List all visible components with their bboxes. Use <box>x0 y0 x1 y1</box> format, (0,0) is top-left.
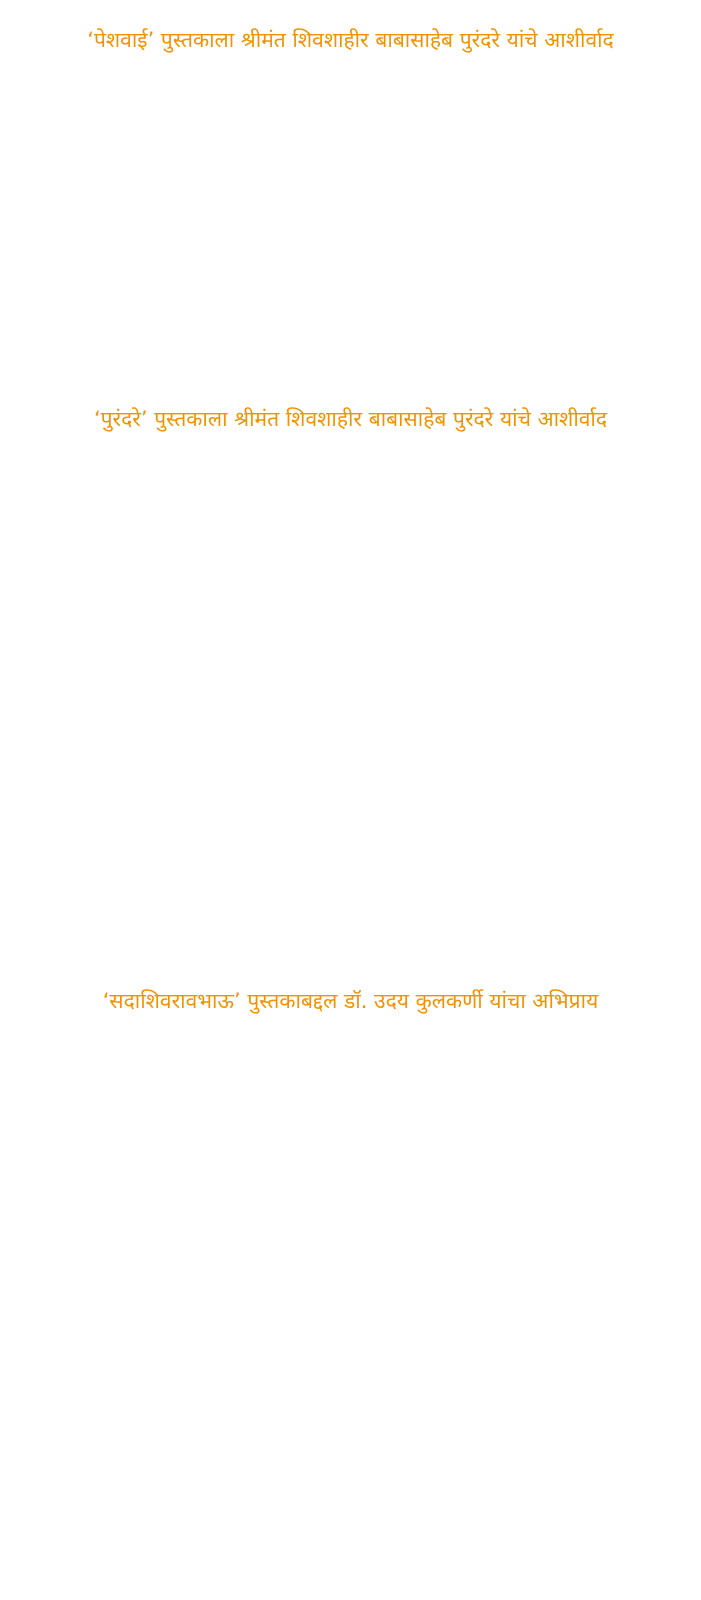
video-embed-peshwai[interactable] <box>0 62 701 392</box>
section-heading-peshwai: ‘पेशवाई’ पुस्तकाला श्रीमंत शिवशाहीर बाबासाहेब पुरंदरे यांचे आशीर्वाद <box>87 28 614 52</box>
section-heading-purandare: ‘पुरंदरे’ पुस्तकाला श्रीमंत शिवशाहीर बाबासाहेब पुरंदरे यांचे आशीर्वाद <box>93 407 608 431</box>
video-embed-purandare[interactable] <box>0 442 701 972</box>
section-heading-sadashivraobhau: ‘सदाशिवरावभाऊ’ पुस्तकाबद्दल डॉ. उदय कुलकर्णी यांचा अभिप्राय <box>102 989 599 1013</box>
video-embed-sadashivraobhau[interactable] <box>0 1024 701 1584</box>
